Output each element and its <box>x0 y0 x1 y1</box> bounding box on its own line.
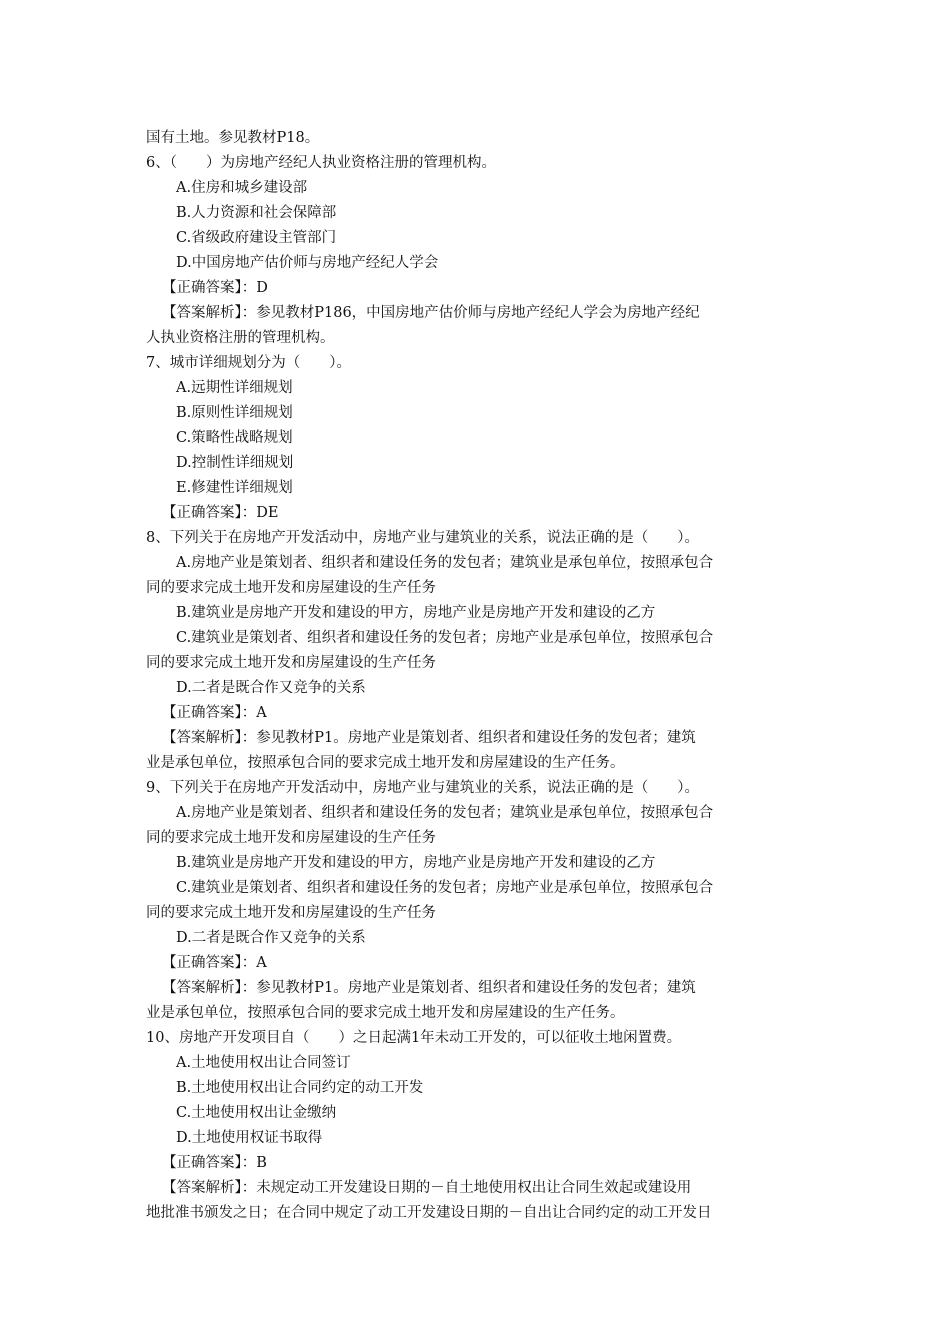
text-line: C.建筑业是策划者、组织者和建设任务的发包者；房地产业是承包单位，按照承包合 <box>176 880 714 896</box>
text-line: 【正确答案】：D <box>162 280 268 296</box>
text-line: B.原则性详细规划 <box>176 405 293 421</box>
text-line: D.中国房地产估价师与房地产经纪人学会 <box>176 255 439 271</box>
text-line: 【正确答案】：B <box>162 1155 267 1171</box>
text-line: 地批准书颁发之日；在合同中规定了动工开发建设日期的－自出让合同约定的动工开发日 <box>146 1205 712 1221</box>
text-line: 同的要求完成土地开发和房屋建设的生产任务 <box>146 655 436 671</box>
text-line: A.住房和城乡建设部 <box>176 180 308 196</box>
text-line: 同的要求完成土地开发和房屋建设的生产任务 <box>146 580 436 596</box>
text-line: 【正确答案】：A <box>162 955 267 971</box>
text-line: 【答案解析】：参见教材P1。房地产业是策划者、组织者和建设任务的发包者；建筑 <box>162 980 696 996</box>
text-line: 【正确答案】：DE <box>162 505 279 521</box>
text-line: D.土地使用权证书取得 <box>176 1130 323 1146</box>
text-line: C.省级政府建设主管部门 <box>176 230 337 246</box>
text-line: B.土地使用权出让合同约定的动工开发 <box>176 1080 424 1096</box>
text-line: 【答案解析】：未规定动工开发建设日期的－自土地使用权出让合同生效起或建设用 <box>162 1180 692 1196</box>
text-line: B.建筑业是房地产开发和建设的甲方，房地产业是房地产开发和建设的乙方 <box>176 605 656 621</box>
text-line: E.修建性详细规划 <box>176 480 293 496</box>
text-line: A.房地产业是策划者、组织者和建设任务的发包者；建筑业是承包单位，按照承包合 <box>176 805 714 821</box>
text-line: 6、（ ）为房地产经纪人执业资格注册的管理机构。 <box>146 155 496 171</box>
text-line: D.二者是既合作又竞争的关系 <box>176 680 366 696</box>
text-line: C.策略性战略规划 <box>176 430 293 446</box>
text-line: 【答案解析】：参见教材P186，中国房地产估价师与房地产经纪人学会为房地产经纪 <box>162 305 700 321</box>
text-line: A.土地使用权出让合同签订 <box>176 1055 351 1071</box>
text-line: 同的要求完成土地开发和房屋建设的生产任务 <box>146 905 436 921</box>
document-page <box>146 126 806 1226</box>
text-line: 人执业资格注册的管理机构。 <box>146 330 335 346</box>
text-line: C.建筑业是策划者、组织者和建设任务的发包者；房地产业是承包单位，按照承包合 <box>176 630 714 646</box>
text-line: 8、下列关于在房地产开发活动中，房地产业与建筑业的关系，说法正确的是（ ）。 <box>146 530 699 546</box>
text-line: 7、城市详细规划分为（ ）。 <box>146 355 351 371</box>
text-line: 【正确答案】：A <box>162 705 267 721</box>
text-line: 业是承包单位，按照承包合同的要求完成土地开发和房屋建设的生产任务。 <box>146 1005 625 1021</box>
text-line: 10、房地产开发项目自（ ）之日起满1年未动工开发的，可以征收土地闲置费。 <box>146 1030 682 1046</box>
text-line: 9、下列关于在房地产开发活动中，房地产业与建筑业的关系，说法正确的是（ ）。 <box>146 780 699 796</box>
text-line: C.土地使用权出让金缴纳 <box>176 1105 337 1121</box>
text-line: 【答案解析】：参见教材P1。房地产业是策划者、组织者和建设任务的发包者；建筑 <box>162 730 696 746</box>
text-line: B.人力资源和社会保障部 <box>176 205 337 221</box>
text-line: 业是承包单位，按照承包合同的要求完成土地开发和房屋建设的生产任务。 <box>146 755 625 771</box>
text-line: 国有土地。参见教材P18。 <box>146 130 320 146</box>
text-line: A.房地产业是策划者、组织者和建设任务的发包者；建筑业是承包单位，按照承包合 <box>176 555 714 571</box>
text-line: D.二者是既合作又竞争的关系 <box>176 930 366 946</box>
text-line: A.远期性详细规划 <box>176 380 293 396</box>
text-line: B.建筑业是房地产开发和建设的甲方，房地产业是房地产开发和建设的乙方 <box>176 855 656 871</box>
text-line: D.控制性详细规划 <box>176 455 294 471</box>
text-line: 同的要求完成土地开发和房屋建设的生产任务 <box>146 830 436 846</box>
